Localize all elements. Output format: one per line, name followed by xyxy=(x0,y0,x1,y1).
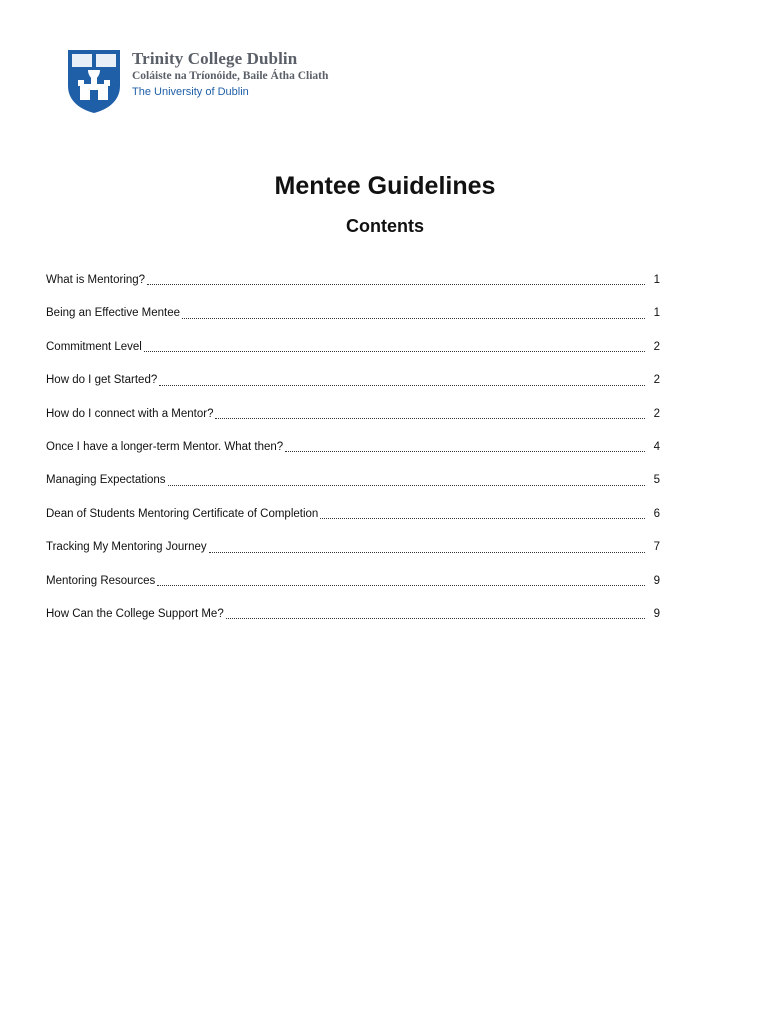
toc-entry-page: 6 xyxy=(653,507,660,520)
toc-entry-title: Managing Expectations xyxy=(46,474,166,487)
toc-entry-title: Commitment Level xyxy=(46,340,142,353)
toc-entry[interactable] xyxy=(46,575,660,608)
toc-leader xyxy=(209,551,645,553)
toc-entry[interactable] xyxy=(46,341,660,374)
page-title: Mentee Guidelines xyxy=(274,172,496,200)
toc-entry-page: 4 xyxy=(653,440,660,453)
toc-entry-page: 9 xyxy=(653,574,660,587)
toc-entry[interactable] xyxy=(46,374,660,407)
toc-entry-title: Dean of Students Mentoring Certificate of Completion xyxy=(46,507,319,520)
toc-leader xyxy=(215,417,645,419)
toc-entry-page: 5 xyxy=(653,474,660,487)
toc-leader xyxy=(320,517,645,519)
toc-entry[interactable] xyxy=(46,274,660,307)
toc-entry[interactable] xyxy=(46,408,660,441)
toc-entry-page: 2 xyxy=(653,374,660,387)
toc-entry[interactable] xyxy=(46,541,660,574)
toc-entry-title: Mentoring Resources xyxy=(46,574,156,587)
toc-entry-title: How do I connect with a Mentor? xyxy=(46,407,214,420)
toc-entry-page: 2 xyxy=(653,407,660,420)
toc-leader xyxy=(159,384,645,386)
toc-entry-page: 1 xyxy=(653,307,660,320)
toc-leader xyxy=(182,317,645,319)
tcd-crest-icon xyxy=(66,48,122,114)
toc-entry-page: 7 xyxy=(653,541,660,554)
table-of-contents xyxy=(46,274,660,641)
contents-heading: Contents xyxy=(346,216,424,236)
toc-leader xyxy=(147,283,645,285)
toc-entry-title: How Can the College Support Me? xyxy=(46,607,224,620)
toc-entry-title: Once I have a longer-term Mentor. What then? xyxy=(46,440,284,453)
toc-leader xyxy=(168,484,645,486)
toc-entry[interactable] xyxy=(46,508,660,541)
toc-leader xyxy=(285,450,645,452)
toc-entry[interactable] xyxy=(46,307,660,340)
logo-subtitle: The University of Dublin xyxy=(132,86,249,98)
toc-entry-title: What is Mentoring? xyxy=(46,274,146,286)
logo-irish-name: Coláiste na Tríonóide, Baile Átha Cliath xyxy=(132,70,329,82)
logo-name: Trinity College Dublin xyxy=(132,49,298,68)
toc-entry-page: 1 xyxy=(653,274,660,286)
toc-entry-title: How do I get Started? xyxy=(46,374,158,387)
toc-entry-title: Being an Effective Mentee xyxy=(46,307,181,320)
toc-leader xyxy=(144,350,645,352)
tcd-logo xyxy=(66,48,328,114)
toc-entry-title: Tracking My Mentoring Journey xyxy=(46,541,207,554)
toc-entry[interactable] xyxy=(46,474,660,507)
toc-leader xyxy=(226,617,645,619)
toc-leader xyxy=(157,584,645,586)
toc-entry[interactable] xyxy=(46,441,660,474)
toc-entry-page: 2 xyxy=(653,340,660,353)
toc-entry-page: 9 xyxy=(653,607,660,620)
toc-entry[interactable] xyxy=(46,608,660,641)
